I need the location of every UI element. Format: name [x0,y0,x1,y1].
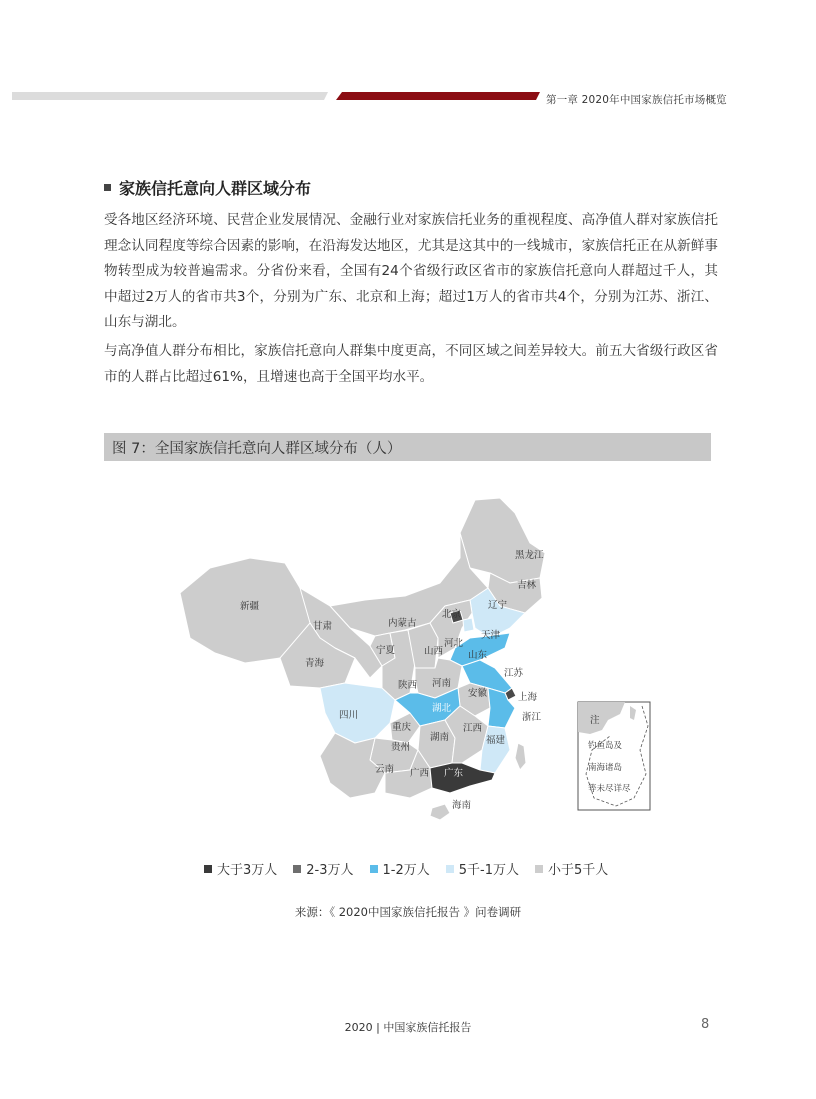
legend-item-20k-30k [293,859,353,878]
label-hebei: 河北 [444,638,464,649]
label-guangdong: 广东 [444,768,464,779]
label-xinjiang: 新疆 [240,601,260,612]
map-legend [204,859,608,878]
legend-label: 5千-1万人 [458,863,519,878]
legend-swatch [370,865,378,873]
label-shanxi: 山西 [424,646,444,657]
label-gansu: 甘肃 [313,621,333,632]
label-shanghai: 上海 [518,692,538,703]
legend-swatch [446,865,454,873]
label-jiangsu: 江苏 [504,668,524,679]
inset-tag: 注 [590,715,600,726]
province-hainan [430,804,450,820]
label-hunan: 湖南 [430,732,450,743]
province-heilongjiang [460,498,545,583]
label-hainan: 海南 [452,800,472,811]
inset-line-1: 钓鱼岛及 [588,741,623,751]
paragraph-1: 受各地区经济环境、民营企业发展情况、金融行业对家族信托业务的重视程度、高净值人群对家族信托理念认同程度等综合因素的影响，在沿海发达地区，尤其是这其中的一线城市，家族信托正在从新鲜事物转型成为较普遍需求。分省份来看，全国有24个省级行政区省市的家族信托意向人群超过千人，其中超过2万人的省市共3个，分别为广东、北京和上海；超过1万人的省市共4个，分别为江苏、浙江、山东与湖北。 [104,212,718,330]
label-ningxia: 宁夏 [376,645,396,656]
province-taiwan [515,743,526,770]
label-jiangxi: 江西 [463,723,483,734]
figure-source: 来源：《 2020中国家族信托报告 》问卷调研 [294,905,522,919]
label-chongqing: 重庆 [392,722,412,733]
legend-swatch [204,865,212,873]
inset-line-3: 等未尽详尽 [588,784,631,794]
legend-item-10k-20k [370,859,430,878]
section-heading [104,176,311,199]
label-shandong: 山东 [468,650,488,661]
legend-label: 大于3万人 [217,863,278,878]
china-map [170,488,660,823]
legend-item-5k-10k [446,859,519,878]
legend-item-under-5k [535,859,608,878]
label-heilongjiang: 黑龙江 [515,550,544,561]
chapter-title: 第一章 2020年中国家族信托市场概览 [546,94,727,106]
label-jilin: 吉林 [517,580,537,591]
label-anhui: 安徽 [468,688,488,699]
label-hubei: 湖北 [432,703,452,714]
figure-title: 图 7：全国家族信托意向人群区域分布（人） [112,440,402,457]
label-fujian: 福建 [486,735,506,746]
legend-label: 2-3万人 [306,863,354,878]
label-shaanxi: 陕西 [398,680,418,691]
paragraph-2: 与高净值人群分布相比，家族信托意向人群集中度更高，不同区域之间差异较大。前五大省级行政区省市的人群占比超过61%，且增速也高于全国平均水平。 [104,343,718,385]
page-number: 8 [701,1017,710,1032]
legend-label: 1-2万人 [382,863,430,878]
label-henan: 河南 [432,678,452,689]
legend-swatch [535,865,543,873]
label-liaoning: 辽宁 [488,600,508,611]
provinces [180,498,545,820]
header-red-bar [336,92,540,100]
header-gray-bar [12,92,328,100]
label-zhejiang: 浙江 [522,712,542,723]
footer-report-title: 2020 | 中国家族信托报告 [344,1021,472,1034]
figure-title-bar [104,433,711,461]
label-tianjin: 天津 [481,630,501,641]
legend-item-over-30k [204,859,277,878]
label-sichuan: 四川 [339,710,359,721]
label-qinghai: 青海 [305,658,325,669]
label-yunnan: 云南 [375,764,395,775]
inset-map [578,702,650,810]
label-neimenggu: 内蒙古 [388,618,417,629]
inset-line-2: 南海诸岛 [588,763,623,773]
label-beijing: 北京 [442,609,462,620]
label-guangxi: 广西 [410,768,430,779]
section-heading-text: 家族信托意向人群区域分布 [119,179,312,198]
heading-bullet [104,184,111,191]
label-guizhou: 贵州 [391,742,411,753]
legend-swatch [293,865,301,873]
province-tianjin [463,618,474,632]
legend-label: 小于5千人 [547,863,609,878]
